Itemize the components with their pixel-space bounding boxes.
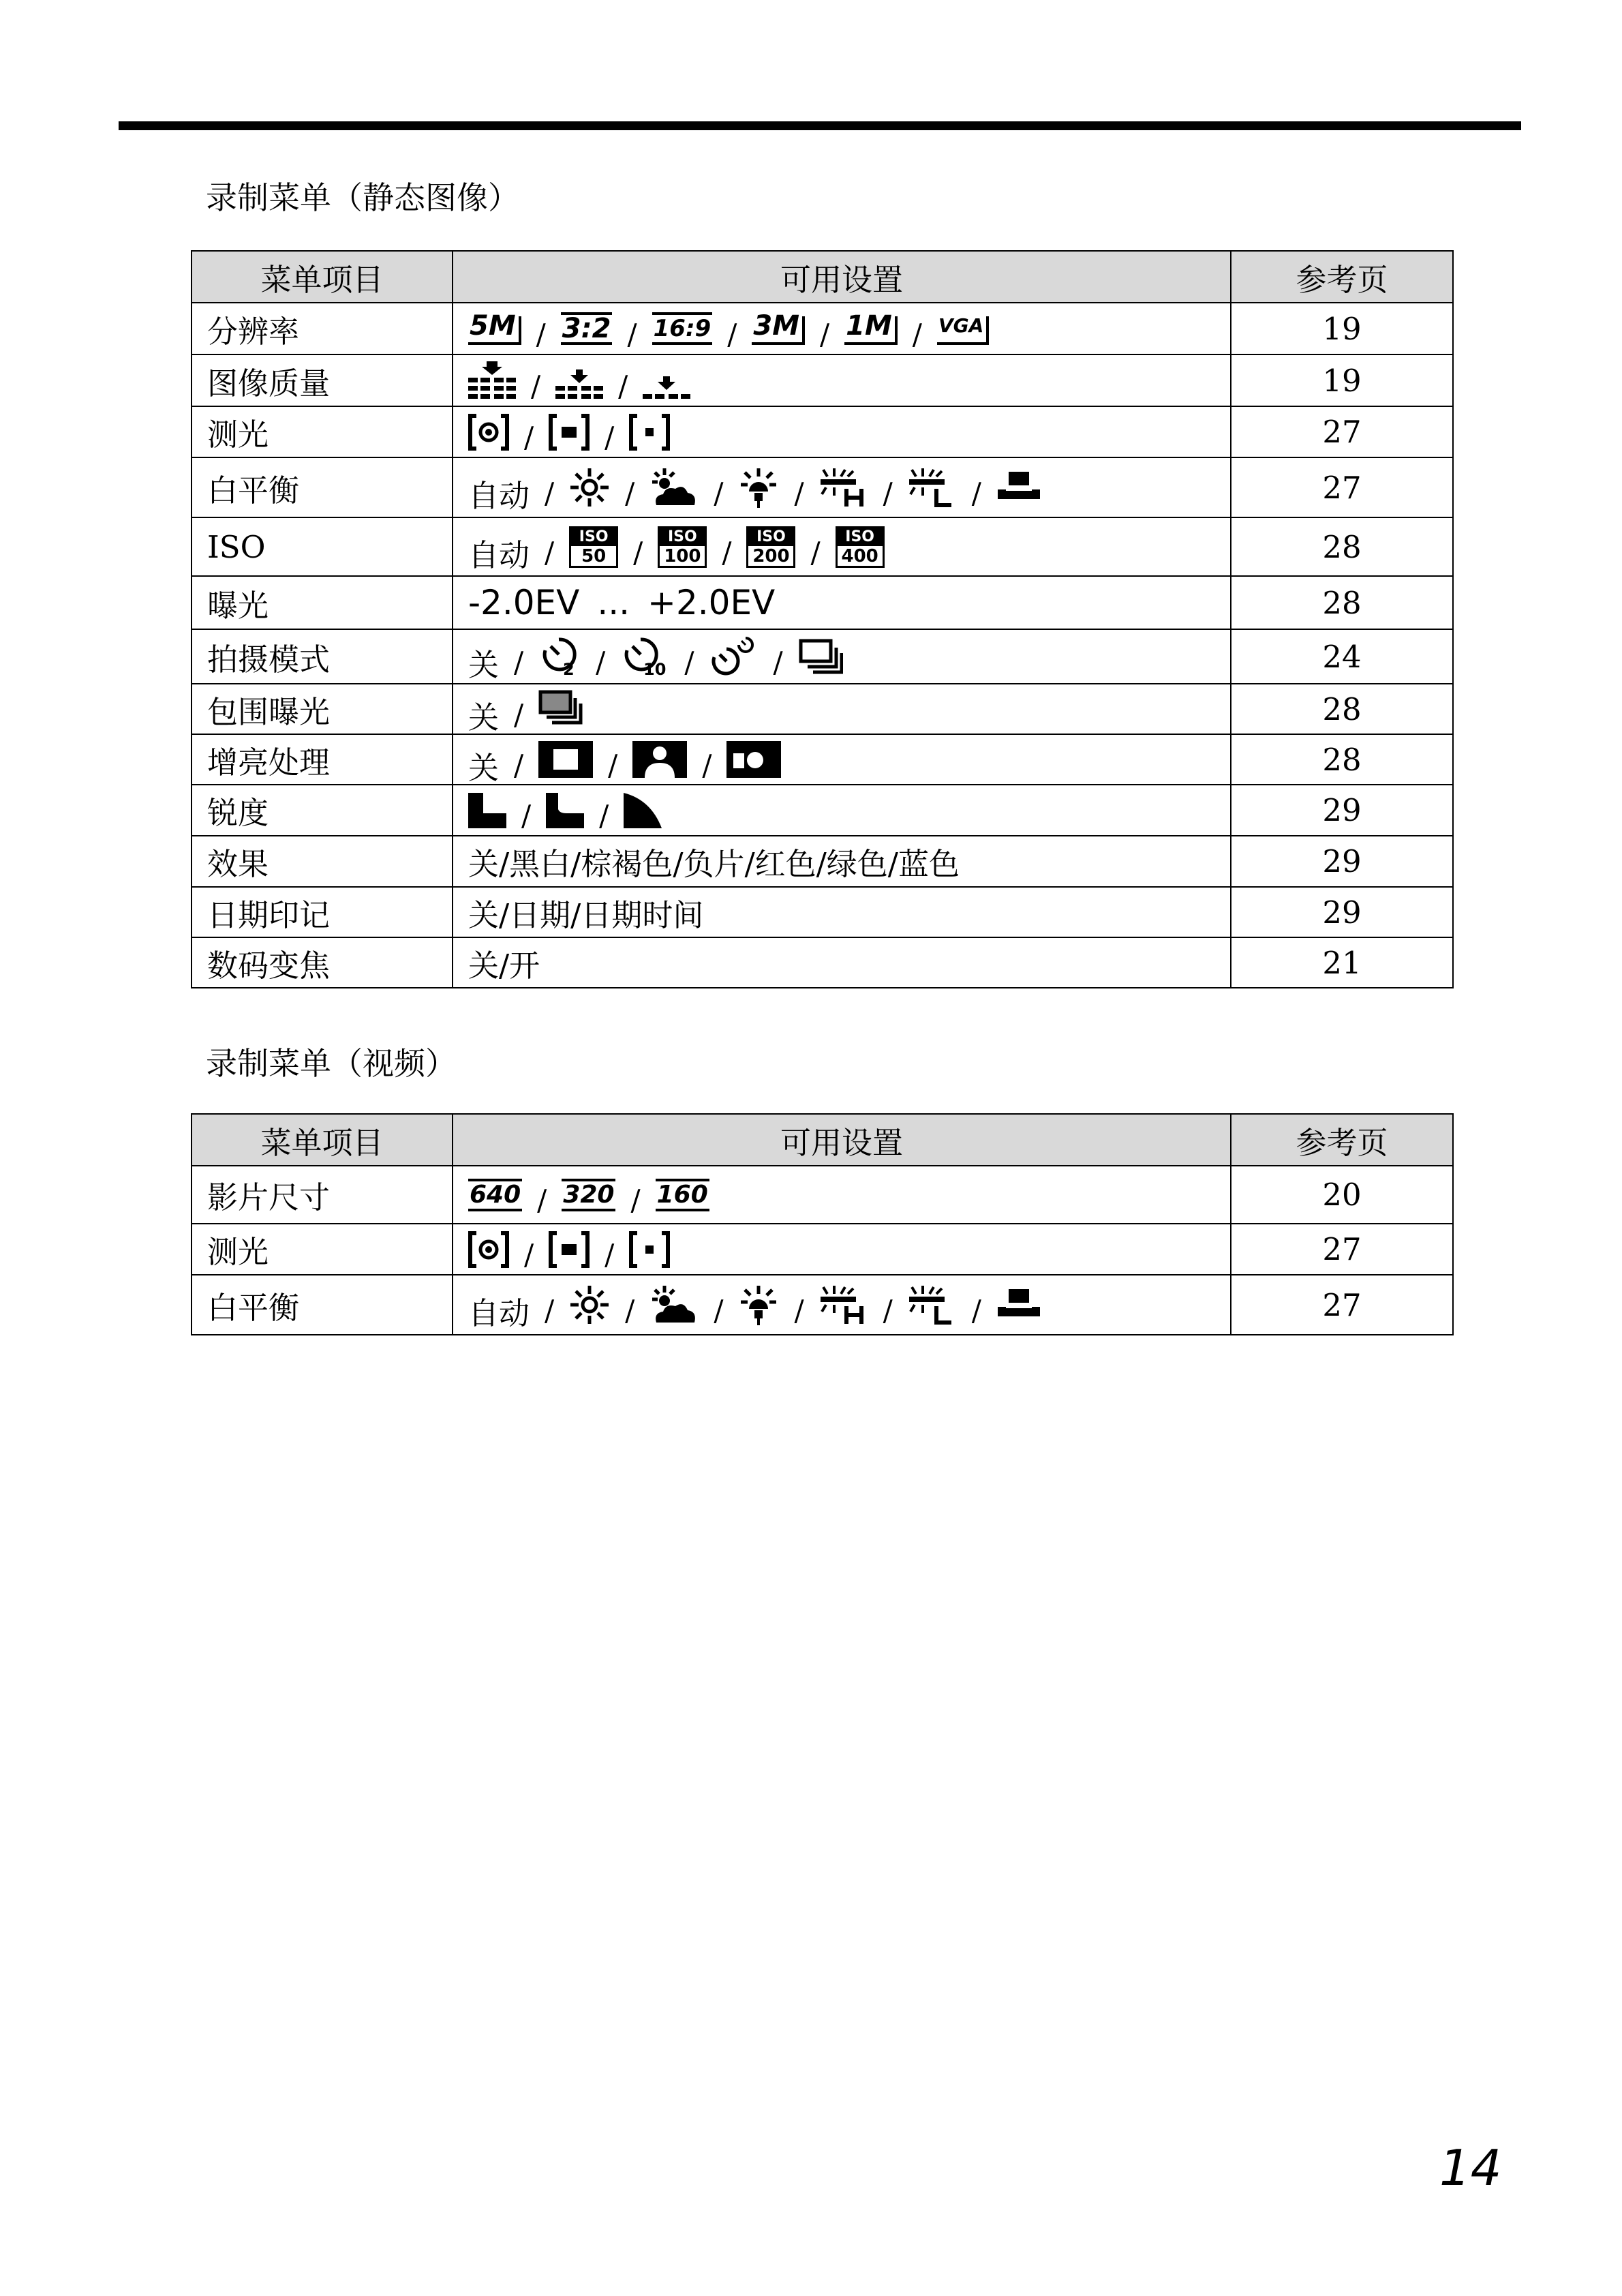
row-page: 20 xyxy=(1231,1166,1453,1224)
separator: / xyxy=(820,317,830,351)
res-vga-icon: VGA xyxy=(937,312,989,345)
res-3-2-icon: 3:2 xyxy=(562,313,611,344)
table-row xyxy=(192,406,1453,457)
separator: / xyxy=(545,1293,555,1327)
table-row xyxy=(192,517,1453,576)
table-row xyxy=(192,785,1453,836)
row-item: 效果 xyxy=(192,836,453,887)
sharpness-normal-icon xyxy=(546,793,584,828)
auto-bracket-icon xyxy=(538,690,583,728)
iso-value: 200 xyxy=(752,545,790,567)
double-timer-icon xyxy=(709,635,758,678)
wb-auto-label: 自动 xyxy=(468,1295,530,1331)
table-row xyxy=(192,734,1453,785)
exposure-min: -2.0EV xyxy=(468,583,580,622)
daylight-icon xyxy=(569,1284,610,1325)
table-row xyxy=(192,937,1453,988)
still-menu-table xyxy=(191,250,1454,988)
row-settings: 关/开 xyxy=(453,937,1231,988)
self-timer-10s-icon xyxy=(620,635,669,678)
page-number: 14 xyxy=(1439,2139,1502,2196)
iso-50-icon xyxy=(569,526,618,568)
row-page: 28 xyxy=(1231,734,1453,785)
table-header-row xyxy=(192,251,1453,303)
row-settings xyxy=(453,406,1231,457)
table-row xyxy=(192,684,1453,734)
separator: / xyxy=(514,645,524,679)
row-page: 29 xyxy=(1231,836,1453,887)
cloudy-icon xyxy=(649,1284,699,1325)
separator: / xyxy=(537,1183,547,1217)
iso-tag: ISO xyxy=(660,528,705,546)
separator: / xyxy=(608,748,618,782)
header-ref-page: 参考页 xyxy=(1231,1114,1453,1166)
row-item: 测光 xyxy=(192,406,453,457)
iso-400-icon xyxy=(836,526,885,568)
row-settings xyxy=(453,785,1231,836)
separator: / xyxy=(545,535,555,569)
header-menu-item: 菜单项目 xyxy=(192,1114,453,1166)
separator: / xyxy=(971,1293,981,1327)
self-timer-2s-icon xyxy=(538,635,581,678)
burst-icon xyxy=(798,638,843,675)
separator: / xyxy=(714,476,724,510)
row-settings xyxy=(453,517,1231,576)
table-row xyxy=(192,576,1453,629)
separator: / xyxy=(883,476,893,510)
row-page: 27 xyxy=(1231,1224,1453,1275)
row-item: 拍摄模式 xyxy=(192,629,453,684)
res-5m-icon: 5M xyxy=(468,312,521,345)
separator: / xyxy=(514,748,524,782)
separator: / xyxy=(722,535,732,569)
row-item: 分辨率 xyxy=(192,303,453,354)
table-row xyxy=(192,457,1453,517)
separator: / xyxy=(524,421,534,454)
iso-tag: ISO xyxy=(571,528,616,546)
separator: / xyxy=(618,369,628,403)
svg-text:2: 2 xyxy=(563,660,575,678)
custom-wb-icon xyxy=(996,469,1041,506)
row-settings xyxy=(453,1275,1231,1335)
iso-tag: ISO xyxy=(748,528,793,546)
row-settings: 关/日期/日期时间 xyxy=(453,887,1231,937)
sharpness-soft-icon xyxy=(624,793,662,828)
separator: / xyxy=(630,1183,641,1217)
row-page: 21 xyxy=(1231,937,1453,988)
row-item: 图像质量 xyxy=(192,354,453,406)
row-settings xyxy=(453,303,1231,354)
row-page: 29 xyxy=(1231,887,1453,937)
separator: / xyxy=(605,1238,615,1271)
separator: / xyxy=(883,1293,893,1327)
iso-value: 400 xyxy=(841,545,878,567)
table-row xyxy=(192,836,1453,887)
row-item: 白平衡 xyxy=(192,457,453,517)
separator: / xyxy=(727,317,737,351)
table-row xyxy=(192,1166,1453,1224)
highlight-side-icon xyxy=(726,741,781,778)
res-1m-icon: 1M xyxy=(844,312,898,345)
row-page: 24 xyxy=(1231,629,1453,684)
separator: / xyxy=(531,369,541,403)
row-item: 锐度 xyxy=(192,785,453,836)
separator: / xyxy=(524,1238,534,1271)
svg-text:10: 10 xyxy=(643,660,667,678)
movie-320-icon: 320 xyxy=(562,1179,615,1211)
spot-icon xyxy=(629,414,670,451)
row-page: 29 xyxy=(1231,785,1453,836)
multi-icon xyxy=(549,414,590,451)
row-item: 测光 xyxy=(192,1224,453,1275)
row-item: 影片尺寸 xyxy=(192,1166,453,1224)
daylight-icon xyxy=(569,467,610,508)
row-page: 28 xyxy=(1231,517,1453,576)
fluorescent-l-icon xyxy=(908,467,957,508)
header-settings: 可用设置 xyxy=(453,1114,1231,1166)
res-3m-icon: 3M xyxy=(752,312,805,345)
row-item: 增亮处理 xyxy=(192,734,453,785)
header-menu-item: 菜单项目 xyxy=(192,251,453,303)
row-settings xyxy=(453,457,1231,517)
separator: / xyxy=(599,799,609,832)
exposure-dots: ... xyxy=(597,583,630,622)
center-weighted-icon xyxy=(468,1231,509,1268)
row-page: 28 xyxy=(1231,684,1453,734)
row-settings xyxy=(453,684,1231,734)
quality-fine-icon xyxy=(468,361,516,399)
iso-tag: ISO xyxy=(838,528,883,546)
table-row xyxy=(192,354,1453,406)
drive-off-label: 关 xyxy=(468,646,500,683)
header-ref-page: 参考页 xyxy=(1231,251,1453,303)
row-page: 27 xyxy=(1231,1275,1453,1335)
separator: / xyxy=(684,645,694,679)
separator: / xyxy=(625,476,635,510)
row-settings xyxy=(453,1224,1231,1275)
quality-economy-icon xyxy=(643,361,690,399)
row-item: 白平衡 xyxy=(192,1275,453,1335)
still-section-title: 录制菜单（静态图像） xyxy=(206,179,519,216)
top-rule xyxy=(119,121,1521,130)
separator: / xyxy=(514,697,524,731)
row-settings xyxy=(453,576,1231,629)
cloudy-icon xyxy=(649,467,699,508)
wb-auto-label: 自动 xyxy=(468,477,530,514)
custom-wb-icon xyxy=(996,1286,1041,1323)
fluorescent-h-icon xyxy=(819,467,868,508)
highlight-off-label: 关 xyxy=(468,749,500,786)
separator: / xyxy=(605,421,615,454)
movie-160-icon: 160 xyxy=(656,1179,709,1211)
row-settings xyxy=(453,1166,1231,1224)
iso-100-icon xyxy=(658,526,707,568)
table-row xyxy=(192,1275,1453,1335)
row-settings xyxy=(453,734,1231,785)
row-settings: 关/黑白/棕褐色/负片/红色/绿色/蓝色 xyxy=(453,836,1231,887)
row-page: 27 xyxy=(1231,406,1453,457)
row-page: 28 xyxy=(1231,576,1453,629)
res-16-9-icon: 16:9 xyxy=(652,312,713,345)
video-section-title: 录制菜单（视频） xyxy=(206,1045,457,1082)
table-row xyxy=(192,629,1453,684)
table-row xyxy=(192,887,1453,937)
row-item: 包围曝光 xyxy=(192,684,453,734)
fluorescent-h-icon xyxy=(819,1284,868,1325)
exposure-max: +2.0EV xyxy=(647,583,776,622)
bracket-off-label: 关 xyxy=(468,699,500,736)
fluorescent-l-icon xyxy=(908,1284,957,1325)
table-row xyxy=(192,303,1453,354)
separator: / xyxy=(521,799,532,832)
row-item: 日期印记 xyxy=(192,887,453,937)
separator: / xyxy=(773,645,783,679)
row-page: 19 xyxy=(1231,354,1453,406)
highlight-portrait-icon xyxy=(632,741,687,778)
separator: / xyxy=(810,535,821,569)
row-settings xyxy=(453,354,1231,406)
table-row xyxy=(192,1224,1453,1275)
separator: / xyxy=(971,476,981,510)
multi-icon xyxy=(549,1231,590,1268)
separator: / xyxy=(545,476,555,510)
separator: / xyxy=(714,1293,724,1327)
row-page: 19 xyxy=(1231,303,1453,354)
quality-normal-icon xyxy=(555,361,603,399)
row-item: ISO xyxy=(192,517,453,576)
iso-200-icon xyxy=(746,526,795,568)
separator: / xyxy=(625,1293,635,1327)
separator: / xyxy=(627,317,637,351)
separator: / xyxy=(596,645,606,679)
highlight-center-icon xyxy=(538,741,593,778)
movie-640-icon: 640 xyxy=(468,1179,522,1211)
spot-icon xyxy=(629,1231,670,1268)
separator: / xyxy=(912,317,922,351)
separator: / xyxy=(536,317,546,351)
header-settings: 可用设置 xyxy=(453,251,1231,303)
iso-value: 50 xyxy=(581,545,607,567)
row-item: 曝光 xyxy=(192,576,453,629)
row-settings xyxy=(453,629,1231,684)
center-weighted-icon xyxy=(468,414,509,451)
row-item: 数码变焦 xyxy=(192,937,453,988)
tungsten-icon xyxy=(738,1284,779,1325)
separator: / xyxy=(702,748,712,782)
iso-auto-label: 自动 xyxy=(468,537,530,573)
table-header-row xyxy=(192,1114,1453,1166)
sharpness-hard-icon xyxy=(468,793,506,828)
tungsten-icon xyxy=(738,467,779,508)
iso-value: 100 xyxy=(664,545,701,567)
separator: / xyxy=(794,476,804,510)
separator: / xyxy=(794,1293,804,1327)
row-page: 27 xyxy=(1231,457,1453,517)
video-menu-table xyxy=(191,1113,1454,1335)
separator: / xyxy=(633,535,643,569)
